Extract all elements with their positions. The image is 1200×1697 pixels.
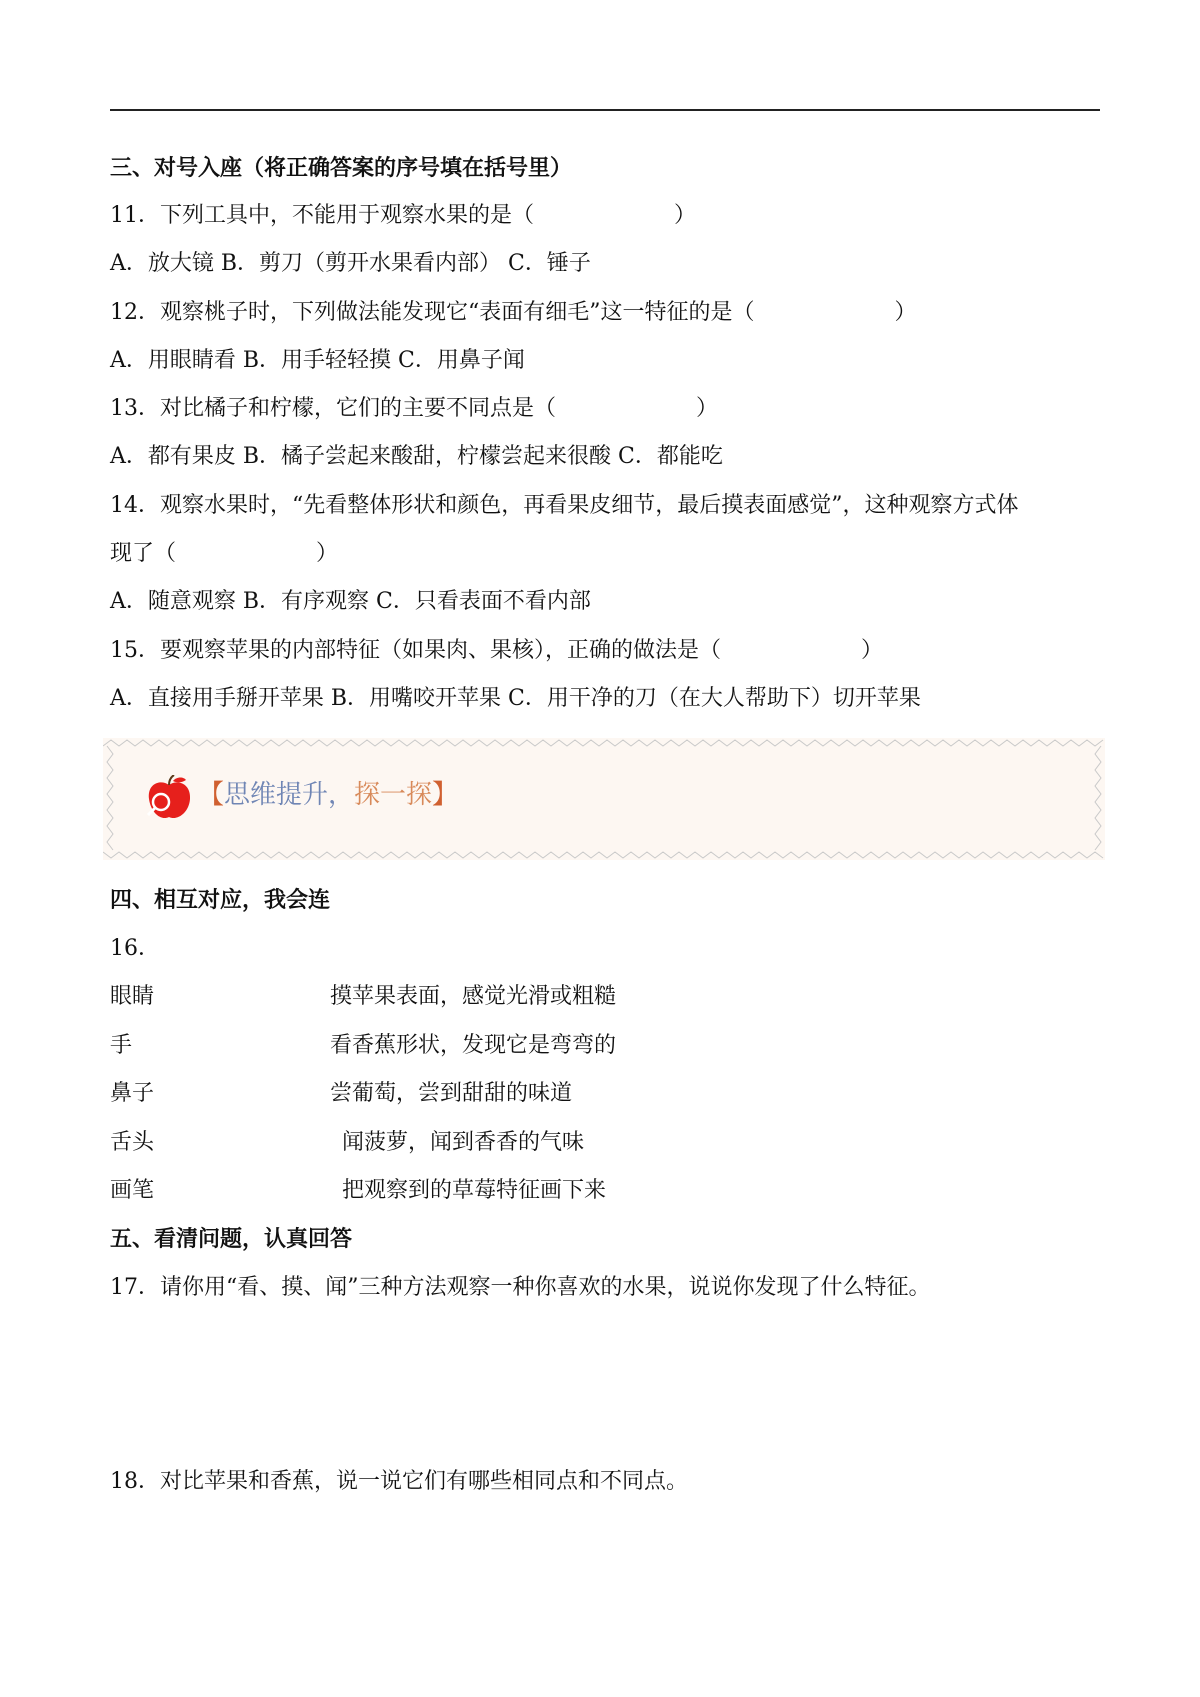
question-14-options: A．随意观察 B．有序观察 C．只看表面不看内部 bbox=[110, 589, 591, 614]
thinking-banner bbox=[103, 738, 1105, 860]
question-13-stem: 13．对比橘子和柠檬，它们的主要不同点是（ bbox=[110, 396, 556, 421]
match-left-3[interactable]: 鼻子 bbox=[110, 1081, 155, 1106]
match-left-1[interactable]: 眼睛 bbox=[110, 984, 155, 1009]
question-15-options: A．直接用手掰开苹果 B．用嘴咬开苹果 C．用干净的刀（在大人帮助下）切开苹果 bbox=[110, 686, 921, 711]
header-rule bbox=[110, 109, 1100, 111]
section3-heading: 三、对号入座（将正确答案的序号填在括号里） bbox=[110, 155, 573, 181]
question-11: 11．下列工具中，不能用于观察水果的是（ ） bbox=[110, 203, 697, 228]
apple-icon bbox=[143, 775, 195, 823]
question-12: 12．观察桃子时，下列做法能发现它“表面有细毛”这一特征的是（ ） bbox=[110, 300, 917, 325]
question-12-options: A．用眼睛看 B．用手轻轻摸 C．用鼻子闻 bbox=[110, 348, 525, 373]
section4-heading: 四、相互对应，我会连 bbox=[110, 887, 331, 913]
question-12-stem: 12．观察桃子时，下列做法能发现它“表面有细毛”这一特征的是（ bbox=[110, 300, 755, 325]
section5-heading: 五、看清问题，认真回答 bbox=[110, 1226, 353, 1252]
question-18: 18．对比苹果和香蕉，说一说它们有哪些相同点和不同点。 bbox=[110, 1469, 688, 1494]
match-right-1[interactable]: 摸苹果表面，感觉光滑或粗糙 bbox=[330, 984, 617, 1009]
match-left-4[interactable]: 舌头 bbox=[110, 1130, 155, 1155]
banner-title: 【思维提升，探一探】 bbox=[198, 780, 459, 810]
match-right-2[interactable]: 看香蕉形状，发现它是弯弯的 bbox=[330, 1033, 617, 1058]
question-15-stem: 15．要观察苹果的内部特征（如果肉、果核），正确的做法是（ bbox=[110, 638, 721, 663]
question-11-options: A．放大镜 B．剪刀（剪开水果看内部） C．锤子 bbox=[110, 251, 591, 276]
question-13-options: A．都有果皮 B．橘子尝起来酸甜，柠檬尝起来很酸 C．都能吃 bbox=[110, 444, 723, 469]
match-right-4[interactable]: 闻菠萝，闻到香香的气味 bbox=[342, 1130, 585, 1155]
match-right-5[interactable]: 把观察到的草莓特征画下来 bbox=[342, 1178, 607, 1203]
match-right-3[interactable]: 尝葡萄，尝到甜甜的味道 bbox=[330, 1081, 573, 1106]
question-14: 14．观察水果时，“先看整体形状和颜色，再看果皮细节，最后摸表面感觉”，这种观察方式体 bbox=[110, 493, 1019, 518]
question-16-number: 16． bbox=[110, 936, 160, 961]
question-14-cont: 现了（ ） bbox=[110, 541, 339, 566]
question-11-stem: 11．下列工具中，不能用于观察水果的是（ bbox=[110, 203, 534, 228]
question-15: 15．要观察苹果的内部特征（如果肉、果核），正确的做法是（ ） bbox=[110, 638, 884, 663]
match-left-2[interactable]: 手 bbox=[110, 1033, 133, 1058]
question-17: 17．请你用“看、摸、闻”三种方法观察一种你喜欢的水果，说说你发现了什么特征。 bbox=[110, 1275, 931, 1300]
question-13: 13．对比橘子和柠檬，它们的主要不同点是（ ） bbox=[110, 396, 719, 421]
match-left-5[interactable]: 画笔 bbox=[110, 1178, 155, 1203]
